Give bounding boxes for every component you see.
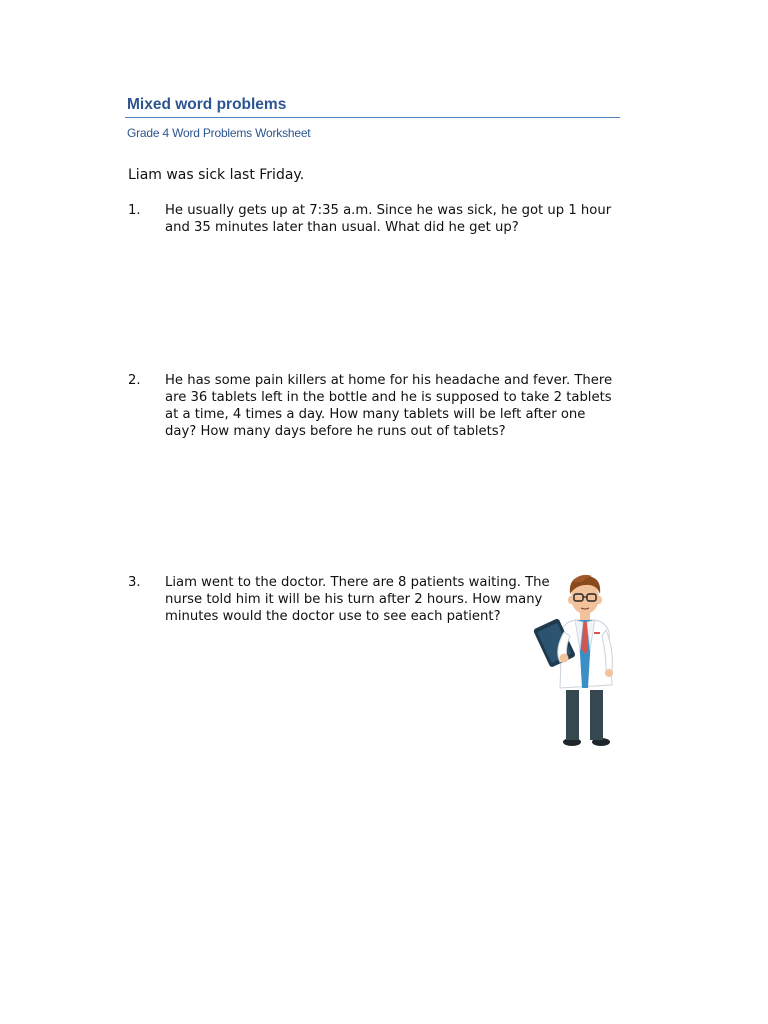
problem-number: 2. <box>128 373 141 388</box>
doctor-illustration-icon <box>530 570 620 748</box>
intro-text: Liam was sick last Friday. <box>128 167 305 183</box>
page-subtitle: Grade 4 Word Problems Worksheet <box>127 126 311 140</box>
problem-text: Liam went to the doctor. There are 8 patients waiting. The nurse told him it will be his turn after 2 hours. How many minutes would the doctor use to see each patient? <box>165 575 550 624</box>
problem-number: 1. <box>128 203 141 218</box>
problem-text: He usually gets up at 7:35 a.m. Since he was sick, he got up 1 hour and 35 minutes later than usual. What did he get up? <box>165 203 612 235</box>
problem-number: 3. <box>128 575 141 590</box>
problem-text: He has some pain killers at home for his headache and fever. There are 36 tablets left in the bottle and he is supposed to take 2 tablets at a time, 4 times a day. How many tablets will be left after one day? How many days before he runs out of tablets? <box>165 373 613 439</box>
title-divider <box>125 117 620 118</box>
page-title: Mixed word problems <box>127 96 287 113</box>
